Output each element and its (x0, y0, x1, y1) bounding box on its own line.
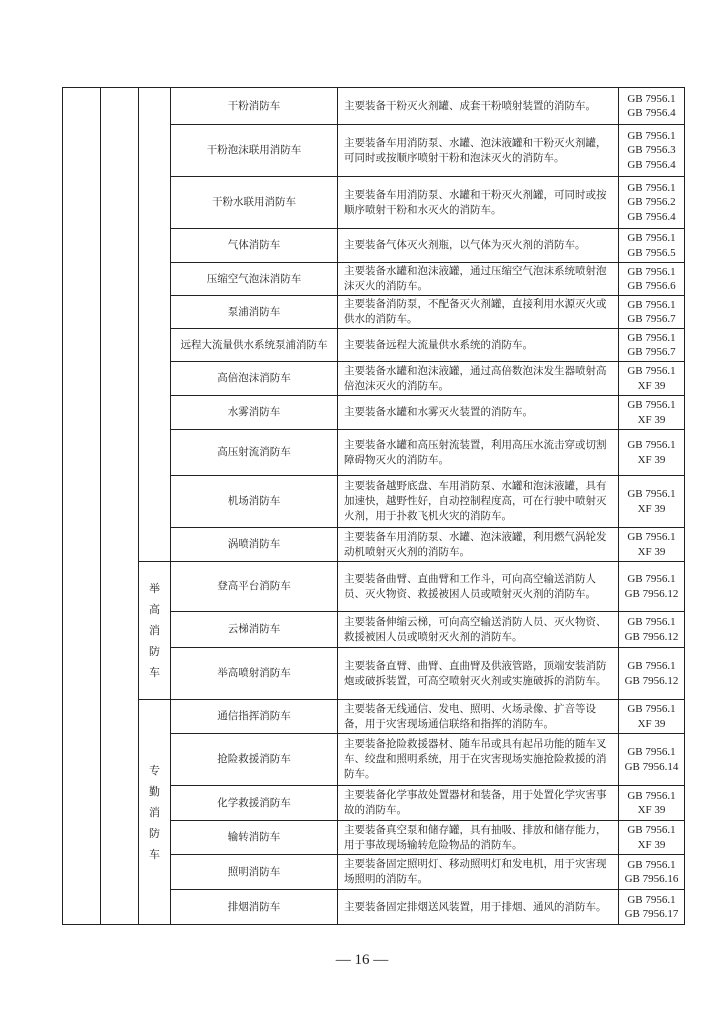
standard-code: GB 7956.1 (627, 181, 676, 194)
standard-codes (619, 263, 685, 296)
vehicle-description: 主要装备抢险救援器材、随车吊或具有起吊功能的随车叉车、绞盘和照明系统，用于在灾害现场实施抢险救援的消防车。 (338, 734, 619, 786)
standard-code: GB 7956.1 (627, 331, 676, 344)
standard-codes (619, 612, 685, 648)
standard-codes (619, 88, 685, 125)
vehicle-name: 干粉泡沫联用消防车 (171, 125, 338, 177)
standard-code: GB 7956.7 (627, 346, 676, 358)
group-label-cell (139, 562, 171, 700)
vehicle-name: 涡喷消防车 (171, 528, 338, 562)
standard-code: XF 39 (637, 502, 666, 515)
vehicle-name: 登高平台消防车 (171, 562, 338, 612)
group-label: 举高消防车 (149, 582, 160, 679)
vehicle-description: 主要装备固定照明灯、移动照明灯和发电机，用于灾害现场照明的消防车。 (338, 855, 619, 890)
standard-code: GB 7956.1 (627, 893, 676, 906)
standard-code: GB 7956.1 (627, 488, 676, 500)
standard-code: GB 7956.16 (624, 873, 679, 885)
standard-code: XF 39 (637, 379, 666, 392)
table-row (63, 562, 685, 612)
subcategory-cell (139, 88, 171, 562)
vehicle-description: 主要装备水罐和泡沫液罐，通过压缩空气泡沫系统喷射泡沫灭火的消防车。 (338, 263, 619, 296)
standard-code: GB 7956.4 (627, 158, 676, 171)
standard-code: GB 7956.1 (627, 439, 676, 451)
standard-code: GB 7956.12 (624, 630, 679, 643)
standard-codes (619, 855, 685, 890)
standard-codes (619, 229, 685, 263)
standard-codes (619, 430, 685, 476)
standard-code: GB 7956.7 (627, 313, 676, 325)
vehicle-name: 照明消防车 (171, 855, 338, 890)
standard-code: GB 7956.1 (627, 365, 676, 377)
vehicle-name: 干粉消防车 (171, 88, 338, 125)
vehicle-description: 主要装备曲臂、直曲臂和工作斗，可向高空输送消防人员、灭火物资、救援被困人员或喷射灭火剂的消防车。 (338, 562, 619, 612)
page-number: — 16 — (335, 952, 389, 968)
standard-code: GB 7956.1 (627, 399, 676, 411)
standard-code: GB 7956.12 (624, 587, 679, 600)
vehicle-description: 主要装备化学事故处置器材和装备，用于处置化学灾害事故的消防车。 (338, 786, 619, 821)
vehicle-description: 主要装备固定排烟送风装置，用于排烟、通风的消防车。 (338, 890, 619, 925)
standard-codes (619, 734, 685, 786)
vehicle-description: 主要装备气体灭火剂瓶，以气体为灭火剂的消防车。 (338, 229, 619, 263)
vehicle-name: 通信指挥消防车 (171, 700, 338, 734)
vehicle-description: 主要装备水罐和水雾灭火装置的消防车。 (338, 396, 619, 430)
standard-code: GB 7956.1 (627, 616, 676, 628)
standard-code: GB 7956.12 (624, 674, 679, 687)
vehicle-description: 主要装备车用消防泵、水罐和干粉灭火剂罐，可同时或按顺序喷射干粉和水灭火的消防车。 (338, 177, 619, 229)
vehicle-name: 高倍泡沫消防车 (171, 362, 338, 396)
standard-codes (619, 821, 685, 855)
vehicle-description: 主要装备无线通信、发电、照明、火场录像、扩音等设备，用于灾害现场通信联络和指挥的消防车。 (338, 700, 619, 734)
vehicle-name: 化学救援消防车 (171, 786, 338, 821)
standard-code: GB 7956.1 (627, 232, 676, 244)
vehicle-description: 主要装备伸缩云梯，可向高空输送消防人员、灭火物资、救援被困人员或喷射灭火剂的消防车。 (338, 612, 619, 648)
standard-code: GB 7956.1 (627, 573, 676, 585)
standard-codes (619, 125, 685, 177)
vehicle-name: 举高喷射消防车 (171, 648, 338, 700)
standard-codes (619, 700, 685, 734)
standard-code: XF 39 (637, 413, 666, 426)
vehicle-name: 输转消防车 (171, 821, 338, 855)
standard-codes (619, 890, 685, 925)
standard-code: XF 39 (637, 838, 666, 851)
table-row (63, 700, 685, 734)
vehicle-name: 远程大流量供水系统泵浦消防车 (171, 329, 338, 362)
vehicle-name: 排烟消防车 (171, 890, 338, 925)
standard-code: XF 39 (637, 545, 666, 558)
standard-codes (619, 528, 685, 562)
standard-code: GB 7956.1 (627, 746, 676, 758)
standard-code: XF 39 (637, 804, 666, 816)
vehicle-description: 主要装备车用消防泵、水罐、泡沫液罐和干粉灭火剂罐，可同时或按顺序喷射干粉和泡沫灭火的消防车。 (338, 125, 619, 177)
vehicle-description: 主要装备直臂、曲臂、直曲臂及供液管路，顶端安装消防炮或破拆装置，可高空喷射灭火剂或实施破拆的消防车。 (338, 648, 619, 700)
vehicle-name: 抢险救援消防车 (171, 734, 338, 786)
vehicle-name: 云梯消防车 (171, 612, 338, 648)
standard-codes (619, 476, 685, 528)
standard-codes (619, 177, 685, 229)
standard-code: XF 39 (637, 717, 666, 730)
vehicle-name: 水雾消防车 (171, 396, 338, 430)
group-label-cell (139, 700, 171, 925)
standard-code: GB 7956.1 (627, 92, 676, 105)
standard-code: GB 7956.3 (627, 144, 676, 157)
standard-code: GB 7956.4 (627, 107, 676, 119)
vehicle-description: 主要装备车用消防泵、水罐、泡沫液罐，利用燃气涡轮发动机喷射灭火剂的消防车。 (338, 528, 619, 562)
standard-code: GB 7956.1 (627, 531, 676, 543)
standard-code: GB 7956.1 (627, 265, 676, 278)
standard-code: GB 7956.1 (627, 660, 676, 672)
standard-codes (619, 562, 685, 612)
standard-code: GB 7956.1 (627, 129, 676, 142)
standard-code: GB 7956.14 (624, 760, 679, 773)
vehicle-description: 主要装备水罐和泡沫液罐，通过高倍数泡沫发生器喷射高倍泡沫灭火的消防车。 (338, 362, 619, 396)
vehicle-description: 主要装备真空泵和储存罐，具有抽吸、排放和储存能力，用于事故现场输转危险物品的消防车。 (338, 821, 619, 855)
standard-code: GB 7956.1 (627, 703, 676, 715)
group-label: 专勤消防车 (149, 763, 160, 861)
standard-codes (619, 296, 685, 329)
vehicle-description: 主要装备消防泵，不配备灭火剂罐，直接利用水源灭火或供水的消防车。 (338, 296, 619, 329)
standard-code: GB 7956.17 (624, 908, 679, 920)
standard-codes (619, 362, 685, 396)
standard-code: GB 7956.4 (627, 210, 676, 223)
standard-codes (619, 329, 685, 362)
vehicle-name: 干粉水联用消防车 (171, 177, 338, 229)
vehicle-description: 主要装备越野底盘、车用消防泵、水罐和泡沫液罐，具有加速快，越野性好，自动控制程度高，可在行驶中喷射灭火剂，用于扑救飞机火灾的消防车。 (338, 476, 619, 528)
vehicle-name: 气体消防车 (171, 229, 338, 263)
category-col-1 (63, 88, 101, 925)
vehicle-name: 机场消防车 (171, 476, 338, 528)
vehicle-description: 主要装备远程大流量供水系统的消防车。 (338, 329, 619, 362)
fire-vehicle-classification-table (62, 87, 685, 925)
standard-code: GB 7956.2 (627, 196, 676, 209)
standard-codes (619, 786, 685, 821)
standard-code: GB 7956.6 (627, 280, 676, 292)
standard-code: GB 7956.1 (627, 789, 676, 802)
vehicle-name: 压缩空气泡沫消防车 (171, 263, 338, 296)
standard-code: GB 7956.1 (627, 858, 676, 871)
standard-code: GB 7956.1 (627, 298, 676, 311)
vehicle-description: 主要装备干粉灭火剂罐、成套干粉喷射装置的消防车。 (338, 88, 619, 125)
vehicle-name: 高压射流消防车 (171, 430, 338, 476)
standard-code: XF 39 (637, 453, 666, 466)
vehicle-name: 泵浦消防车 (171, 296, 338, 329)
vehicle-description: 主要装备水罐和高压射流装置，利用高压水流击穿或切割障碍物灭火的消防车。 (338, 430, 619, 476)
standard-codes (619, 396, 685, 430)
standard-code: GB 7956.1 (627, 824, 676, 836)
category-col-2 (101, 88, 139, 925)
standard-codes (619, 648, 685, 700)
standard-code: GB 7956.5 (627, 246, 676, 259)
table-row (63, 88, 685, 125)
